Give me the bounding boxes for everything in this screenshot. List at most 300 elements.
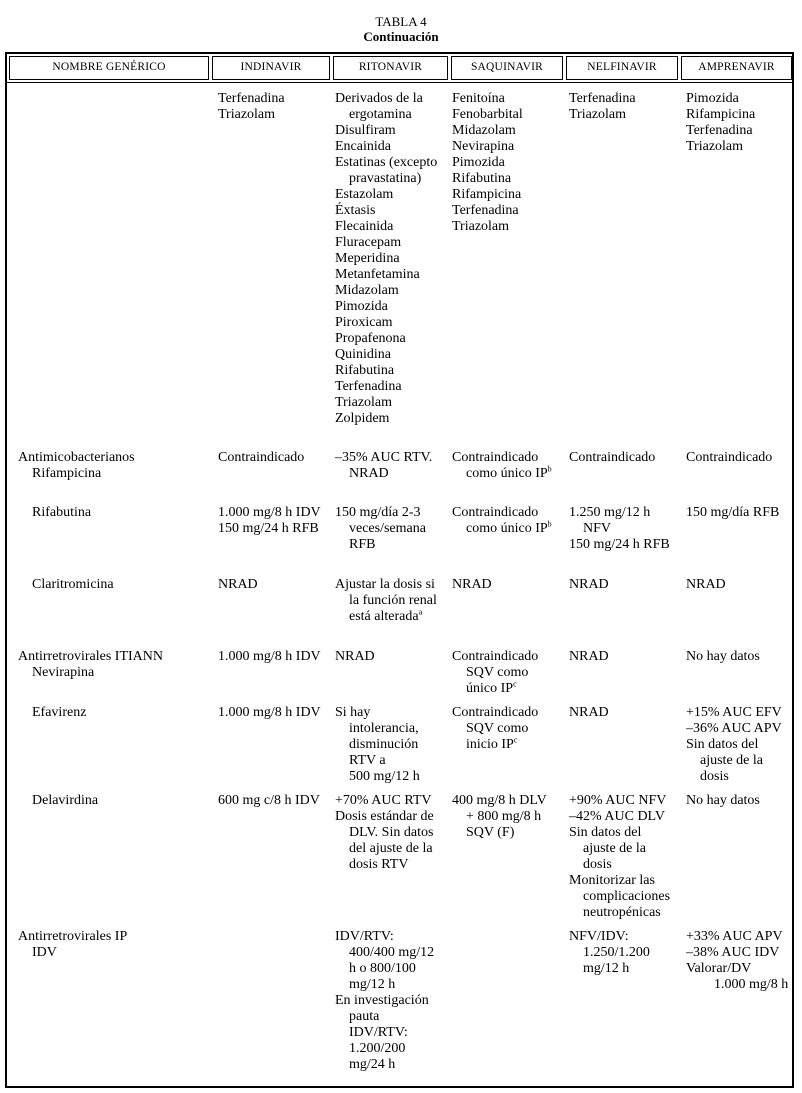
cell-line [452, 793, 547, 809]
cell-text: NRAD [452, 577, 492, 592]
cell-nelfinavir-row-5 [569, 705, 609, 721]
cell-line [686, 793, 760, 809]
cell-text: Contraindicado [218, 450, 305, 465]
cell-text: ajuste de la [700, 753, 763, 768]
header-nombre-generico: NOMBRE GENÉRICO [9, 56, 209, 80]
cell-line [335, 809, 434, 825]
cell-text: SQV como [466, 665, 529, 680]
footnote-marker: c [513, 735, 518, 745]
cell-text: Estazolam [335, 187, 394, 202]
cell-line [218, 521, 321, 537]
cell-text: ajuste de la [583, 841, 646, 856]
cell-text: Contraindicado [452, 705, 539, 720]
cell-line [218, 450, 304, 466]
cell-text: NRAD [569, 705, 609, 720]
cell-line [335, 977, 434, 993]
cell-text: Triazolam [686, 139, 744, 154]
cell-line [335, 721, 420, 737]
cell-text: Sin datos del [686, 737, 759, 752]
cell-text: Pimozida [335, 299, 388, 314]
cell-text: 150 mg/24 h RFB [218, 521, 319, 536]
cell-line [335, 187, 437, 203]
cell-line [569, 857, 670, 873]
cell-text: ergotamina [349, 107, 412, 122]
cell-text: Terfenadina [686, 123, 753, 138]
cell-text: RTV a [349, 753, 386, 768]
cell-text: Dosis estándar de [335, 809, 434, 824]
cell-text: 400/400 mg/12 [349, 945, 435, 960]
cell-line [452, 649, 538, 665]
cell-text: dosis [700, 769, 729, 784]
cell-line [452, 219, 523, 235]
header-saquinavir: SAQUINAVIR [451, 56, 563, 80]
cell-text: IDV [32, 945, 57, 960]
cell-line [335, 993, 434, 1009]
cell-line [686, 91, 755, 107]
cell-nelfinavir-row-6 [569, 793, 670, 921]
cell-text: Triazolam [569, 107, 627, 122]
cell-text: Si hay [335, 705, 371, 720]
cell-text: mg/12 h [583, 961, 630, 976]
cell-text: Éxtasis [335, 203, 376, 218]
cell-line [335, 450, 432, 466]
cell-nelfinavir-row-7 [569, 929, 650, 977]
cell-text: Disulfiram [335, 123, 396, 138]
cell-text: inicio IP [466, 737, 514, 752]
cell-text: Piroxicam [335, 315, 393, 330]
cell-text: mg/24 h [349, 1057, 396, 1072]
cell-text: dosis [583, 857, 612, 872]
cell-line [218, 91, 285, 107]
cell-line [569, 929, 650, 945]
cell-ritonavir-row-1 [335, 450, 432, 482]
cell-line [452, 665, 538, 681]
cell-line [218, 577, 258, 593]
cell-text: pauta [349, 1009, 380, 1024]
cell-line [452, 107, 523, 123]
cell-line [569, 793, 670, 809]
cell-text: 150 mg/día RFB [686, 505, 780, 520]
cell-line [569, 505, 670, 521]
cell-text: Propafenona [335, 331, 406, 346]
cell-text: 600 mg c/8 h IDV [218, 793, 320, 808]
cell-text: No hay datos [686, 793, 760, 808]
cell-line [335, 1009, 434, 1025]
cell-text: Nevirapina [32, 665, 95, 680]
cell-indinavir-row-4 [218, 649, 321, 665]
cell-indinavir-row-6 [218, 793, 320, 809]
cell-text: Contraindicado [452, 649, 539, 664]
cell-line [18, 945, 127, 961]
cell-line [18, 505, 91, 521]
cell-line [569, 649, 609, 665]
cell-nelfinavir-row-3 [569, 577, 609, 593]
cell-text: Fenitoína [452, 91, 505, 106]
cell-text: –38% AUC IDV [686, 945, 780, 960]
cell-line [569, 705, 609, 721]
cell-line [686, 753, 782, 769]
cell-text: como único IP [466, 521, 548, 536]
cell-text: Rifampicina [452, 187, 522, 202]
cell-line [18, 929, 127, 945]
cell-line [335, 203, 437, 219]
cell-line [452, 139, 523, 155]
cell-text: Zolpidem [335, 411, 390, 426]
cell-saquinavir-row-6 [452, 793, 547, 841]
cell-line [569, 945, 650, 961]
cell-text: Efavirenz [32, 705, 87, 720]
cell-text: Rifabutina [32, 505, 92, 520]
cell-line [335, 347, 437, 363]
cell-line [686, 769, 782, 785]
cell-line [686, 123, 755, 139]
cell-amprenavir-row-7 [686, 929, 788, 993]
cell-line [686, 139, 755, 155]
cell-amprenavir-row-4 [686, 649, 760, 665]
cell-line [335, 753, 420, 769]
cell-line [686, 929, 788, 945]
cell-text: En investigación [335, 993, 429, 1008]
cell-text: complicaciones [583, 889, 671, 904]
cell-saquinavir-row-1 [452, 450, 552, 482]
cell-line [569, 841, 670, 857]
cell-line [569, 825, 670, 841]
cell-text: Triazolam [452, 219, 510, 234]
cell-name-row-7 [18, 929, 127, 961]
cell-text: Delavirdina [32, 793, 99, 808]
cell-line [18, 705, 86, 721]
cell-text: Terfenadina [218, 91, 285, 106]
cell-line [335, 171, 437, 187]
table-title: TABLA 4 [375, 14, 427, 29]
cell-amprenavir-row-5 [686, 705, 782, 785]
cell-line [452, 737, 538, 753]
cell-line [569, 889, 670, 905]
cell-text: Midazolam [452, 123, 516, 138]
cell-text: Terfenadina [452, 203, 519, 218]
cell-line [686, 649, 760, 665]
cell-text: Contraindicado [452, 450, 539, 465]
cell-line [569, 809, 670, 825]
cell-text: Pimozida [452, 155, 505, 170]
cell-line [335, 299, 437, 315]
cell-ritonavir-row-5 [335, 705, 420, 785]
cell-indinavir-row-3 [218, 577, 258, 593]
cell-text: dosis RTV [349, 857, 409, 872]
cell-text: Nevirapina [452, 139, 515, 154]
cell-text: del ajuste de la [349, 841, 433, 856]
footnote-marker: b [547, 464, 552, 474]
cell-text: Triazolam [335, 395, 393, 410]
cell-text: –42% AUC DLV [569, 809, 665, 824]
cell-text: Fenobarbital [452, 107, 523, 122]
cell-text: Triazolam [218, 107, 276, 122]
cell-text: 400 mg/8 h DLV [452, 793, 547, 808]
cell-line [686, 705, 782, 721]
cell-text: Claritromicina [32, 577, 114, 592]
cell-nelfinavir-row-4 [569, 649, 609, 665]
cell-line [335, 1041, 434, 1057]
cell-line [452, 187, 523, 203]
cell-line [686, 977, 788, 993]
cell-line [218, 649, 321, 665]
cell-line [686, 107, 755, 123]
cell-line [335, 793, 434, 809]
cell-line [218, 705, 321, 721]
cell-text: NRAD [686, 577, 726, 592]
cell-line [335, 737, 420, 753]
cell-line [18, 577, 114, 593]
cell-line [18, 450, 135, 466]
cell-nelfinavir-row-1 [569, 450, 655, 466]
cell-text: + 800 mg/8 h [466, 809, 542, 824]
cell-line [452, 577, 492, 593]
cell-text: Valorar/DV [686, 961, 752, 976]
cell-amprenavir-row-3 [686, 577, 726, 593]
cell-line [335, 363, 437, 379]
cell-line [686, 961, 788, 977]
cell-line [335, 609, 437, 625]
cell-text: Fluracepam [335, 235, 402, 250]
cell-name-row-3 [18, 577, 114, 593]
cell-saquinavir-row-3 [452, 577, 492, 593]
cell-line [18, 665, 163, 681]
cell-text: NRAD [218, 577, 258, 592]
cell-line [452, 171, 523, 187]
cell-text: Quinidina [335, 347, 391, 362]
cell-text: Meperidina [335, 251, 400, 266]
cell-line [452, 203, 523, 219]
cell-line [569, 905, 670, 921]
cell-line [569, 521, 670, 537]
cell-line [569, 577, 609, 593]
cell-line [452, 91, 523, 107]
cell-text: Estatinas (excepto [335, 155, 438, 170]
cell-saquinavir-row-4 [452, 649, 538, 697]
header-amprenavir: AMPRENAVIR [681, 56, 792, 80]
cell-text: está alterada [349, 609, 419, 624]
cell-name-row-4 [18, 649, 163, 681]
cell-ritonavir-row-6 [335, 793, 434, 873]
cell-text: Antirretrovirales ITIANN [18, 649, 164, 664]
cell-line [569, 91, 636, 107]
cell-line [218, 793, 320, 809]
cell-text: único IP [466, 681, 514, 696]
cell-text: neutropénicas [583, 905, 661, 920]
cell-text: Sin datos del [569, 825, 642, 840]
cell-text: +70% AUC RTV [335, 793, 432, 808]
cell-nelfinavir-row-0 [569, 91, 636, 123]
footnote-marker: c [513, 679, 517, 689]
cell-text: –36% AUC APV [686, 721, 782, 736]
cell-line [335, 267, 437, 283]
cell-line [335, 1057, 434, 1073]
cell-line [18, 793, 98, 809]
cell-text: +90% AUC NFV [569, 793, 667, 808]
cell-line [335, 395, 437, 411]
cell-text: IDV/RTV: [349, 1025, 408, 1040]
cell-text: IDV/RTV: [335, 929, 394, 944]
cell-line [218, 505, 321, 521]
cell-line [452, 466, 552, 482]
cell-text: No hay datos [686, 649, 760, 664]
cell-ritonavir-row-0 [335, 91, 437, 427]
cell-text: intolerancia, [349, 721, 419, 736]
cell-line [452, 705, 538, 721]
cell-amprenavir-row-1 [686, 450, 772, 466]
cell-nelfinavir-row-2 [569, 505, 670, 553]
cell-text: RFB [349, 537, 376, 552]
cell-text: Contraindicado [686, 450, 773, 465]
cell-text: 1.000 mg/8 h [714, 977, 789, 992]
cell-text: +15% AUC EFV [686, 705, 782, 720]
cell-line [335, 235, 437, 251]
cell-line [335, 505, 426, 521]
cell-text: pravastatina) [349, 171, 422, 186]
cell-text: 1.250 mg/12 h [569, 505, 651, 520]
cell-text: veces/semana [349, 521, 426, 536]
cell-text: Encainida [335, 139, 391, 154]
cell-text: disminución [349, 737, 419, 752]
header-ritonavir: RITONAVIR [333, 56, 448, 80]
cell-text: 1.200/200 [349, 1041, 406, 1056]
cell-line [335, 825, 434, 841]
cell-amprenavir-row-2 [686, 505, 779, 521]
cell-amprenavir-row-6 [686, 793, 760, 809]
cell-text: 1.000 mg/8 h IDV [218, 705, 321, 720]
cell-line [569, 450, 655, 466]
cell-name-row-2 [18, 505, 91, 521]
cell-line [335, 123, 437, 139]
cell-text: 1.250/1.200 [583, 945, 650, 960]
cell-name-row-5 [18, 705, 86, 721]
cell-text: NFV [583, 521, 612, 536]
cell-amprenavir-row-0 [686, 91, 755, 155]
cell-ritonavir-row-3 [335, 577, 437, 625]
cell-line [686, 450, 772, 466]
cell-line [335, 857, 434, 873]
cell-line [569, 873, 670, 889]
cell-line [686, 505, 779, 521]
cell-line [452, 809, 547, 825]
cell-line [569, 107, 636, 123]
cell-line [18, 466, 135, 482]
cell-line [335, 769, 420, 785]
cell-line [686, 721, 782, 737]
table-title-block [0, 14, 802, 44]
cell-text: Ajustar la dosis si [335, 577, 435, 592]
cell-text: SQV como [466, 721, 529, 736]
header-indinavir: INDINAVIR [212, 56, 330, 80]
cell-text: Rifampicina [686, 107, 756, 122]
cell-text: Derivados de la [335, 91, 423, 106]
cell-text: NRAD [349, 466, 389, 481]
cell-line [335, 705, 420, 721]
cell-line [452, 521, 552, 537]
header-divider [7, 82, 792, 83]
cell-line [335, 945, 434, 961]
cell-text: la función renal [349, 593, 437, 608]
table-subtitle: Continuación [363, 29, 439, 44]
cell-line [335, 1025, 434, 1041]
cell-text: 1.000 mg/8 h IDV [218, 649, 321, 664]
cell-line [335, 411, 437, 427]
cell-line [335, 929, 434, 945]
cell-line [335, 331, 437, 347]
cell-line [335, 649, 375, 665]
cell-line [335, 961, 434, 977]
footnote-marker: a [418, 607, 423, 617]
cell-line [335, 91, 437, 107]
cell-text: h o 800/100 [349, 961, 416, 976]
cell-text: Flecainida [335, 219, 394, 234]
cell-indinavir-row-5 [218, 705, 321, 721]
cell-text: +33% AUC APV [686, 929, 783, 944]
cell-line [569, 961, 650, 977]
cell-saquinavir-row-5 [452, 705, 538, 753]
cell-text: Rifabutina [335, 363, 395, 378]
cell-text: como único IP [466, 466, 548, 481]
cell-text: –35% AUC RTV. [335, 450, 433, 465]
cell-ritonavir-row-4 [335, 649, 375, 665]
cell-saquinavir-row-0 [452, 91, 523, 235]
cell-line [686, 945, 788, 961]
cell-text: NFV/IDV: [569, 929, 629, 944]
cell-line [335, 466, 432, 482]
cell-line [686, 737, 782, 753]
cell-line [452, 155, 523, 171]
cell-line [335, 283, 437, 299]
cell-text: 500 mg/12 h [349, 769, 420, 784]
cell-line [335, 379, 437, 395]
cell-text: 150 mg/día 2-3 [335, 505, 421, 520]
cell-line [452, 123, 523, 139]
cell-text: Rifabutina [452, 171, 512, 186]
cell-text: Terfenadina [335, 379, 402, 394]
cell-line [452, 721, 538, 737]
cell-line [18, 649, 163, 665]
footnote-marker: b [547, 519, 552, 529]
cell-indinavir-row-1 [218, 450, 304, 466]
cell-ritonavir-row-2 [335, 505, 426, 553]
cell-text: DLV. Sin datos [349, 825, 434, 840]
cell-text: NRAD [569, 577, 609, 592]
cell-indinavir-row-0 [218, 91, 285, 123]
cell-text: mg/12 h [349, 977, 396, 992]
cell-text: 150 mg/24 h RFB [569, 537, 670, 552]
cell-line [335, 537, 426, 553]
cell-line [686, 577, 726, 593]
cell-line [335, 577, 437, 593]
cell-text: Terfenadina [569, 91, 636, 106]
cell-line [335, 841, 434, 857]
cell-line [335, 139, 437, 155]
cell-text: Midazolam [335, 283, 399, 298]
cell-text: NRAD [335, 649, 375, 664]
cell-line [218, 107, 285, 123]
cell-line [335, 219, 437, 235]
cell-line [335, 251, 437, 267]
cell-text: Metanfetamina [335, 267, 420, 282]
cell-line [335, 521, 426, 537]
cell-text: Antimicobacterianos [18, 450, 135, 465]
cell-text: Contraindicado [569, 450, 656, 465]
cell-line [335, 155, 437, 171]
header-nelfinavir: NELFINAVIR [566, 56, 678, 80]
cell-line [335, 315, 437, 331]
cell-text: 1.000 mg/8 h IDV [218, 505, 321, 520]
cell-text: Contraindicado [452, 505, 539, 520]
